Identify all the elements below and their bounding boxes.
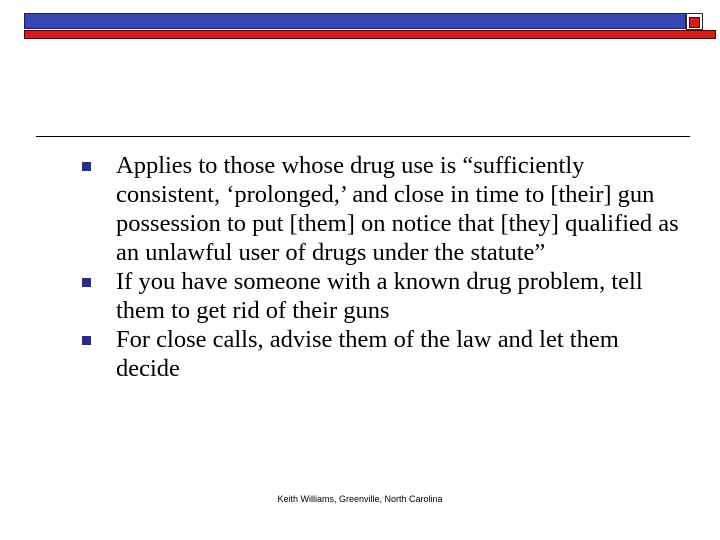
- bullet-text: For close calls, advise them of the law and let them decide: [116, 326, 619, 382]
- title-divider: [36, 136, 690, 137]
- bullet-item: [86, 325, 686, 383]
- corner-red-square: [689, 17, 700, 28]
- bullet-text: Applies to those whose drug use is “sufficiently consistent, ‘prolonged,’ and close in time to [their] gun possession to put [them] on notice that [they] qualified as an unlawful user of drugs under the statute”: [116, 152, 679, 266]
- slide-footer: Keith Williams, Greenville, North Carolina: [277, 494, 443, 504]
- square-bullet-icon: [82, 278, 91, 287]
- header-red-band: [24, 30, 716, 39]
- header-blue-band: [24, 13, 686, 29]
- square-bullet-icon: [82, 336, 91, 345]
- bullet-item: [86, 151, 686, 267]
- square-bullet-icon: [82, 162, 91, 171]
- bullet-text: If you have someone with a known drug problem, tell them to get rid of their guns: [116, 268, 643, 324]
- bullet-item: [86, 267, 686, 325]
- bullet-list: [86, 151, 686, 383]
